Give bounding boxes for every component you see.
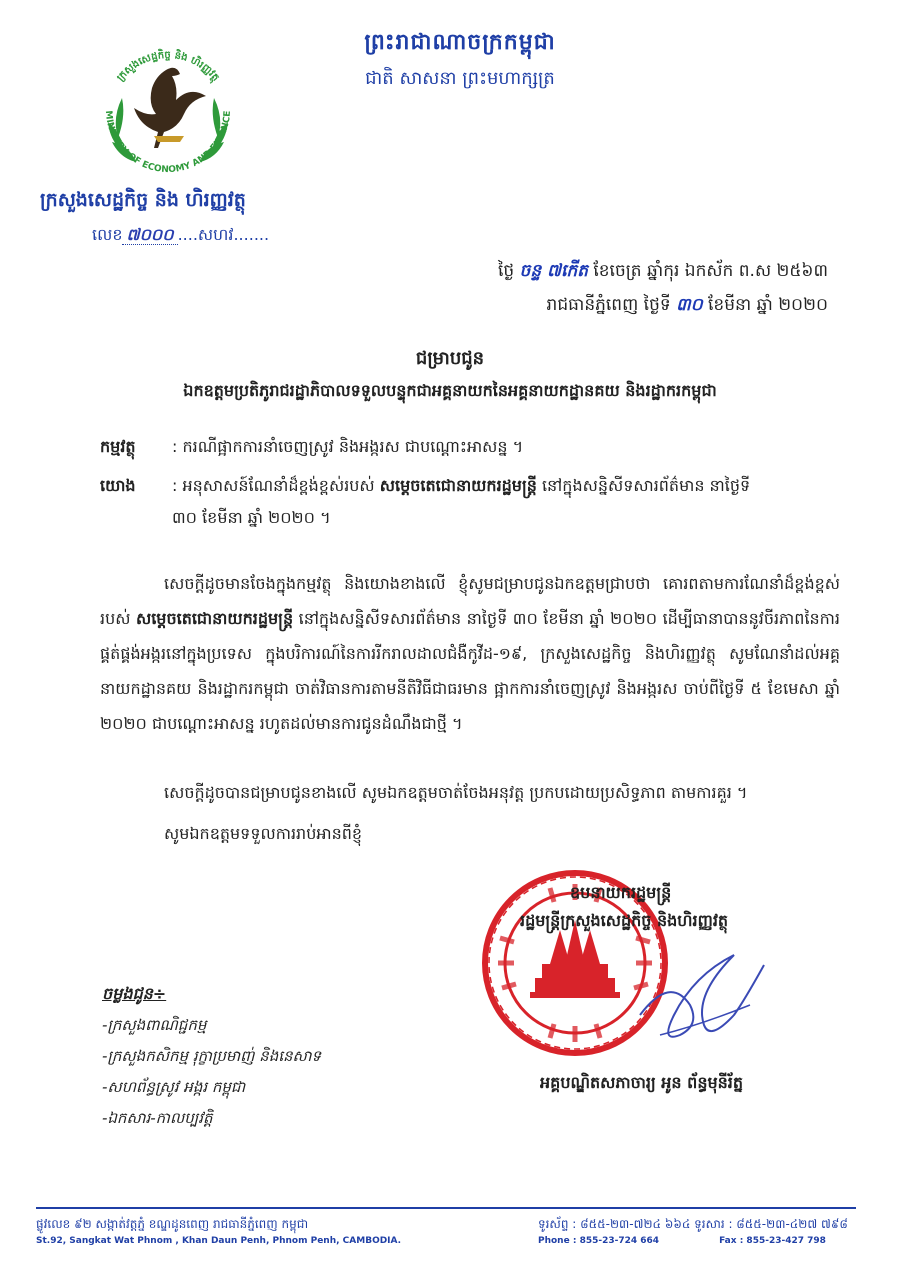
signatory-title-1: ឧបនាយករដ្ឋមន្ត្រី: [570, 883, 672, 902]
lunar-prefix: ថ្ងៃ: [497, 261, 515, 281]
recipient-name: ឯកឧត្តមប្រតិភូរាជរដ្ឋាភិបាលទទួលបន្ទុកជាអគ្គនាយកនៃអគ្គនាយកដ្ឋានគយ និងរដ្ឋាករកម្ពុជា: [183, 381, 717, 400]
address-kh: ផ្លូវលេខ ៩២ សង្កាត់វត្តភ្នំ ខណ្ឌដូនពេញ រាជធានីភ្នំពេញ កម្ពុជា: [36, 1217, 309, 1231]
footer-contact: [538, 1216, 848, 1250]
reference-number: [92, 224, 269, 248]
logo-text-en: MINISTRY OF ECONOMY AND FINANCE: [102, 110, 234, 176]
ref-suffix: ....សហវ.......: [177, 225, 270, 244]
ref-label: លេខ: [92, 225, 123, 244]
footer-address: [36, 1216, 401, 1250]
date-prefix: រាជធានីភ្នំពេញ ថ្ងៃទី: [546, 295, 671, 315]
kingdom-title: ព្រះរាជាណាចក្រកម្ពុជា: [364, 30, 556, 55]
fax-en: Fax : 855-23-427 798: [719, 1236, 826, 1246]
footer-divider: [36, 1207, 856, 1209]
ministry-logo-icon: [88, 30, 248, 190]
body-paragraph-2: [100, 775, 840, 810]
reference-block: [100, 470, 840, 534]
body-paragraph-3: [100, 816, 840, 851]
date-rest: ខែមីនា ឆ្នាំ ២០២០: [708, 295, 828, 315]
subject-text: : ករណីផ្អាកការនាំចេញស្រូវ និងអង្ករស ជាបណ្ដោះអាសន្ន ។: [172, 437, 524, 456]
cc-item: -ក្រសួងពាណិជ្ជកម្ម: [102, 1016, 207, 1034]
lunar-rest: ខែចេត្រ ឆ្នាំកុរ ឯកស័ក ព.ស ២៥៦៣: [593, 261, 828, 281]
cc-list: [102, 1010, 321, 1134]
p1-bold: សម្ដេចតេជោនាយករដ្ឋមន្ត្រី: [135, 609, 294, 628]
logo-text-kh: ក្រសួងសេដ្ឋកិច្ច និង ហិរញ្ញវត្ថុ: [115, 49, 221, 84]
reference-line2: ៣០ ខែមីនា ឆ្នាំ ២០២០ ។: [172, 508, 331, 527]
p1-end: នៅក្នុងសន្និសីទសារព័ត៌មាន នាថ្ងៃទី ៣០ ខែមីនា ឆ្នាំ ២០២០ ដើម្បីធានាបាននូវចីរភាពនៃការផ្គត់ផ្គង់អង្ករនៅក្នុងប្រទេស ក្នុងបរិការណ៍នៃការរីករាលដាលជំងឺកូវីដ-១៩, ក្រសួងសេដ្ឋកិច្ច និងហិរញ្ញវត្ថុ សូមណែនាំដល់អគ្គនាយកដ្ឋានគយ និងរដ្ឋាករកម្ពុជា ចាត់វិធានការតាមនីតិវិធីជាធរមាន ផ្អាកការនាំចេញស្រូវ និងអង្ករស ចាប់ពីថ្ងៃទី ៥ ខែមេសា ឆ្នាំ ២០២០ ជាបណ្ដោះអាសន្ន រហូតដល់មានការជូនដំណឹងជាថ្មី ។: [100, 609, 840, 733]
reference-text-after: នៅក្នុងសន្និសីទសារព័ត៌មាន នាថ្ងៃទី: [541, 476, 751, 495]
subject-line: [100, 432, 840, 462]
cc-item: -ក្រសួងកសិកម្ម រុក្ខាប្រមាញ់ និងនេសាទ: [102, 1047, 322, 1065]
date-day-handwritten: ៣០: [676, 295, 703, 315]
national-motto: ជាតិ សាសនា ព្រះមហាក្សត្រ: [365, 68, 555, 89]
p3-text: សូមឯកឧត្តមទទួលការរាប់អានពីខ្ញុំ: [164, 824, 363, 843]
phone-en: Phone : 855-23-724 664: [538, 1236, 660, 1246]
address-en: St.92, Sangkat Wat Phnom , Khan Daun Penh, Phnom Penh, CAMBODIA.: [36, 1236, 402, 1246]
body-paragraph-1: [100, 566, 840, 741]
signatory-name: អគ្គបណ្ឌិតសភាចារ្យ អូន ព័ន្ធមុនីរ័ត្ន: [540, 1073, 744, 1092]
cc-label: ចម្លងជូន÷: [102, 984, 167, 1003]
cc-item: -ឯកសារ-កាលប្បវត្តិ: [102, 1109, 213, 1127]
p1-start: សេចក្ដីដូចមានចែងក្នុងកម្មវត្ថុ និងយោងខាងលើ ខ្ញុំសូមជម្រាបជូនឯកឧត្តមជ្រាបថា គោរពតាមការណែនាំដ៏ខ្ពង់ខ្ពស់របស់: [100, 574, 840, 628]
cc-item: -សហព័ន្ធស្រូវ អង្ករ កម្ពុជា: [102, 1078, 246, 1096]
ministry-name: ក្រសួងសេដ្ឋកិច្ច និង ហិរញ្ញវត្ថុ: [40, 189, 246, 211]
ref-number-handwritten: ៧០០០: [122, 225, 177, 245]
reference-text-before: : អនុសាសន៍ណែនាំដ៏ខ្ពង់ខ្ពស់របស់: [172, 476, 375, 495]
p2-text: សេចក្ដីដូចបានជម្រាបជូនខាងលើ សូមឯកឧត្តមចាត់ចែងអនុវត្ត ប្រកបដោយប្រសិទ្ធភាព តាមការគួរ ។: [164, 783, 748, 802]
reference-text-bold: សម្ដេចតេជោនាយករដ្ឋមន្ត្រី: [379, 476, 537, 495]
recipient-label: ជម្រាបជូន: [415, 348, 485, 369]
lunar-date: [498, 260, 828, 285]
signatory-title-2: រដ្ឋមន្ត្រីក្រសួងសេដ្ឋកិច្ច និងហិរញ្ញវត្ថុ: [520, 911, 729, 930]
reference-label: យោង: [100, 476, 136, 495]
phone-kh: ទូរស័ព្ទ : ៨៥៥-២៣-៧២៤ ៦៦៤ ទូរសារ : ៨៥៥-២៣-៤២៧ ៧៩៨: [538, 1217, 848, 1231]
handwritten-signature-icon: [630, 935, 780, 1055]
lunar-day-handwritten: ចន្ទ ៧កើត: [519, 261, 588, 281]
subject-label: កម្មវត្ថុ: [100, 437, 136, 456]
solar-date: [547, 294, 828, 319]
